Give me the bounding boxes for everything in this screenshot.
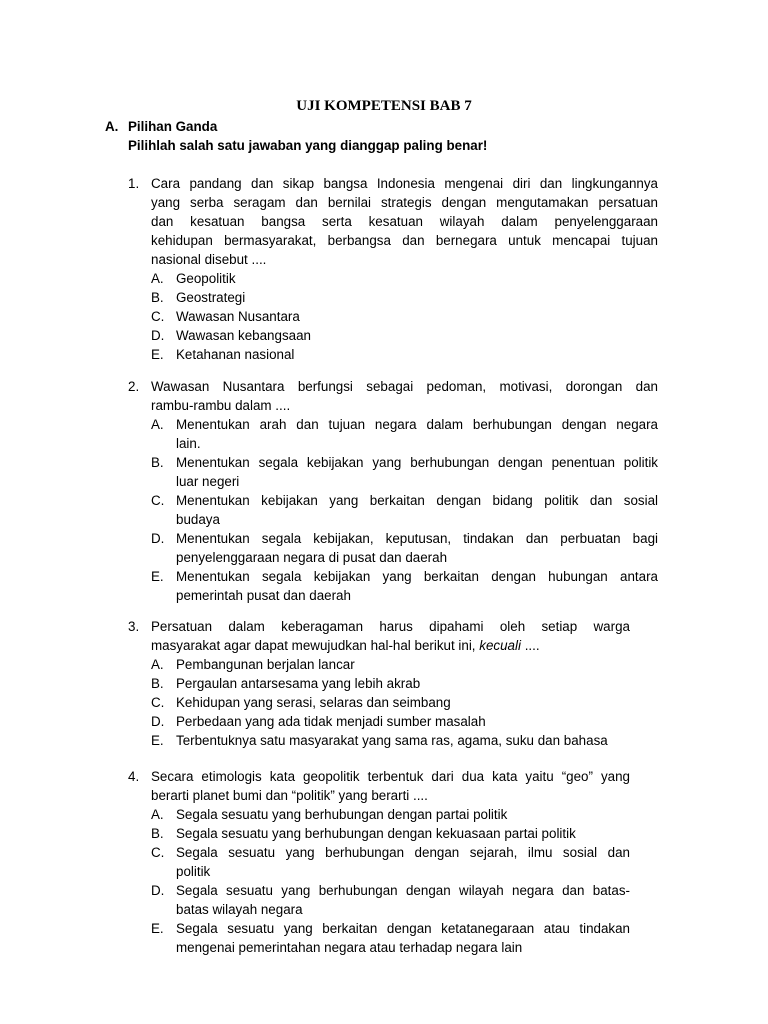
option-c[interactable] — [151, 843, 630, 881]
question-line: kehidupan bermasyarakat, berbangsa dan bernegara untuk mencapai tujuan — [151, 233, 658, 248]
question-number: 3. — [128, 619, 140, 634]
option-b[interactable] — [151, 824, 630, 843]
question-text — [151, 377, 658, 415]
option-line: Segala sesuatu yang berhubungan dengan wilayah negara dan batas- — [176, 883, 630, 898]
section-heading — [105, 117, 217, 136]
option-d[interactable] — [151, 326, 658, 345]
question-4 — [128, 767, 630, 957]
option-text — [176, 307, 300, 326]
option-text — [176, 288, 245, 307]
question-text — [151, 617, 630, 655]
option-text — [176, 712, 486, 731]
option-c[interactable] — [151, 491, 658, 529]
option-letter: C. — [151, 493, 165, 508]
option-letter: D. — [151, 883, 165, 898]
option-text — [176, 843, 630, 881]
option-letter: B. — [151, 676, 164, 691]
option-d[interactable] — [151, 881, 630, 919]
option-text — [176, 674, 420, 693]
option-text — [176, 269, 236, 288]
option-text — [176, 345, 294, 364]
option-text — [176, 881, 630, 919]
emphasis-text: kecuali — [479, 638, 521, 653]
option-line: Segala sesuatu yang berhubungan dengan kekuasaan partai politik — [176, 826, 576, 841]
option-line: Ketahanan nasional — [176, 347, 295, 362]
option-letter: B. — [151, 826, 164, 841]
option-letter: D. — [151, 714, 165, 729]
option-line: Wawasan kebangsaan — [176, 328, 311, 343]
option-line: Kehidupan yang serasi, selaras dan seimbang — [176, 695, 451, 710]
question-line: rambu-rambu dalam .... — [151, 398, 291, 413]
section-label: Pilihan Ganda — [128, 119, 218, 134]
option-text — [176, 453, 658, 491]
option-text — [176, 919, 630, 957]
option-text — [176, 326, 311, 345]
option-line: Menentukan segala kebijakan yang berhubungan dengan penentuan politik — [176, 455, 658, 470]
option-letter: C. — [151, 309, 165, 324]
question-1 — [128, 174, 658, 364]
option-line: mengenai pemerintahan negara atau terhadap negara lain — [176, 940, 523, 955]
option-line: budaya — [176, 512, 220, 527]
option-letter: A. — [151, 417, 164, 432]
question-line: dan kesatuan bangsa serta kesatuan wilayah dalam penyelenggaraan — [151, 214, 658, 229]
question-number: 4. — [128, 769, 140, 784]
option-e[interactable] — [151, 345, 658, 364]
option-line: politik — [176, 864, 211, 879]
option-line: Pembangunan berjalan lancar — [176, 657, 355, 672]
option-letter: B. — [151, 290, 164, 305]
instruction-text: Pilihlah salah satu jawaban yang dianggap paling benar! — [128, 138, 488, 153]
option-line: Menentukan segala kebijakan yang berkaitan dengan hubungan antara — [176, 569, 658, 584]
question-line: Secara etimologis kata geopolitik terbentuk dari dua kata yaitu “geo” yang — [151, 769, 630, 784]
question-text — [151, 767, 630, 805]
option-letter: E. — [151, 569, 164, 584]
question-line: Persatuan dalam keberagaman harus dipahami oleh setiap warga — [151, 619, 630, 634]
question-line-text: masyarakat agar dapat mewujudkan hal-hal berikut ini, — [151, 638, 476, 653]
option-a[interactable] — [151, 655, 630, 674]
option-letter: E. — [151, 733, 164, 748]
option-c[interactable] — [151, 693, 630, 712]
option-b[interactable] — [151, 453, 658, 491]
option-line: Geostrategi — [176, 290, 246, 305]
option-text — [176, 491, 658, 529]
option-a[interactable] — [151, 415, 658, 453]
option-c[interactable] — [151, 307, 658, 326]
question-text — [151, 174, 658, 269]
option-text — [176, 824, 576, 843]
question-line — [151, 636, 630, 655]
option-a[interactable] — [151, 269, 658, 288]
question-line-tail: .... — [524, 638, 540, 653]
option-letter: C. — [151, 695, 165, 710]
option-letter: A. — [151, 271, 164, 286]
option-text — [176, 529, 658, 567]
option-text — [176, 693, 451, 712]
question-line: nasional disebut .... — [151, 252, 267, 267]
option-b[interactable] — [151, 674, 630, 693]
option-d[interactable] — [151, 712, 630, 731]
question-line: Wawasan Nusantara berfungsi sebagai pedoman, motivasi, dorongan dan — [151, 379, 658, 394]
option-letter: C. — [151, 845, 165, 860]
option-line: Menentukan arah dan tujuan negara dalam berhubungan dengan negara — [176, 417, 658, 432]
option-line: pemerintah pusat dan daerah — [176, 588, 351, 603]
option-b[interactable] — [151, 288, 658, 307]
option-text — [176, 805, 507, 824]
option-line: Pergaulan antarsesama yang lebih akrab — [176, 676, 421, 691]
option-line: Terbentuknya satu masyarakat yang sama ras, agama, suku dan bahasa — [176, 733, 608, 748]
option-line: Menentukan segala kebijakan, keputusan, tindakan dan perbuatan bagi — [176, 531, 658, 546]
question-2 — [128, 377, 658, 605]
option-line: luar negeri — [176, 474, 240, 489]
option-a[interactable] — [151, 805, 630, 824]
option-letter: E. — [151, 921, 164, 936]
option-e[interactable] — [151, 731, 630, 750]
option-line: Wawasan Nusantara — [176, 309, 300, 324]
page-title: UJI KOMPETENSI BAB 7 — [296, 98, 472, 114]
option-d[interactable] — [151, 529, 658, 567]
option-line: Perbedaan yang ada tidak menjadi sumber masalah — [176, 714, 486, 729]
option-line: Segala sesuatu yang berkaitan dengan ketatanegaraan atau tindakan — [176, 921, 630, 936]
option-text — [176, 415, 658, 453]
option-line: penyelenggaraan negara di pusat dan daerah — [176, 550, 448, 565]
option-line: Segala sesuatu yang berhubungan dengan partai politik — [176, 807, 508, 822]
option-e[interactable] — [151, 567, 658, 605]
option-line: Segala sesuatu yang berhubungan dengan sejarah, ilmu sosial dan — [176, 845, 630, 860]
option-text — [176, 655, 355, 674]
option-letter: D. — [151, 328, 165, 343]
option-line: batas wilayah negara — [176, 902, 303, 917]
option-e[interactable] — [151, 919, 630, 957]
question-line: yang serba seragam dan bernilai strategis dengan mengutamakan persatuan — [151, 195, 658, 210]
option-line: Menentukan kebijakan yang berkaitan dengan bidang politik dan sosial — [176, 493, 658, 508]
section-letter: A. — [105, 119, 119, 134]
question-line: berarti planet bumi dan “politik” yang berarti .... — [151, 788, 428, 803]
option-line: lain. — [176, 436, 201, 451]
option-letter: B. — [151, 455, 164, 470]
option-letter: E. — [151, 347, 164, 362]
option-letter: A. — [151, 657, 164, 672]
question-number: 2. — [128, 379, 140, 394]
option-text — [176, 567, 658, 605]
question-number: 1. — [128, 176, 140, 191]
option-text — [176, 731, 608, 750]
option-letter: D. — [151, 531, 165, 546]
option-letter: A. — [151, 807, 164, 822]
question-line: Cara pandang dan sikap bangsa Indonesia mengenai diri dan lingkungannya — [151, 176, 658, 191]
question-3 — [128, 617, 630, 750]
option-line: Geopolitik — [176, 271, 236, 286]
